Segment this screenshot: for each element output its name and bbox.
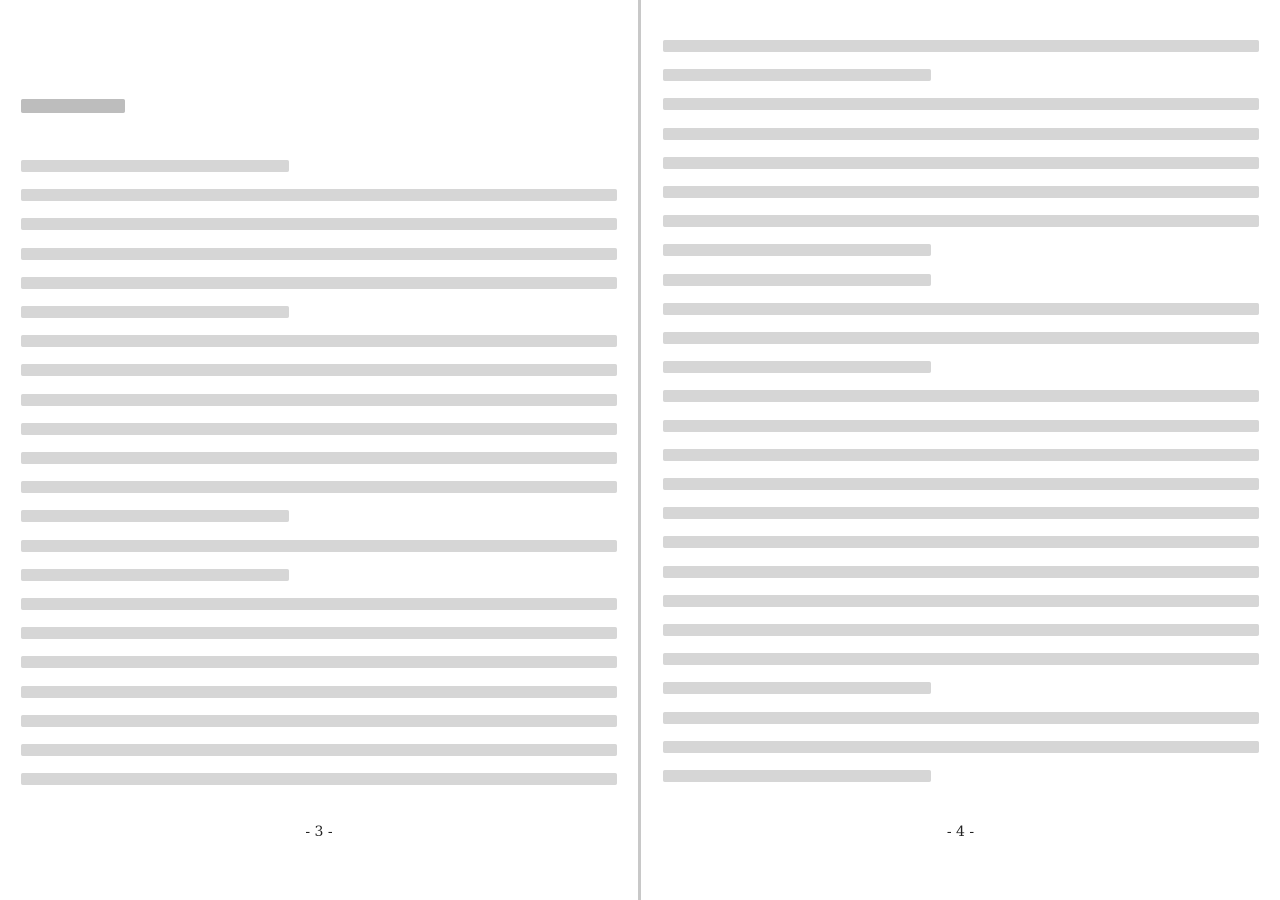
text-line-placeholder [21,481,617,493]
text-line-placeholder [663,566,1259,578]
text-line-placeholder [21,423,617,435]
text-line-placeholder [663,536,1259,548]
page-right [641,0,1280,900]
text-line-placeholder [663,274,931,286]
page-number: - 4 - [946,824,975,840]
text-line-placeholder [21,744,617,756]
text-line-placeholder [663,98,1259,110]
text-line-placeholder [663,449,1259,461]
text-line-placeholder [663,741,1259,753]
text-line-placeholder [663,770,931,782]
text-line-placeholder [21,686,617,698]
text-line-placeholder [21,189,617,201]
text-line-placeholder [21,715,617,727]
text-line-placeholder [663,128,1259,140]
chapter-heading-placeholder [21,99,125,113]
text-line-placeholder [663,40,1259,52]
text-line-placeholder [663,478,1259,490]
text-line-placeholder [663,215,1259,227]
text-line-placeholder [663,244,931,256]
text-line-placeholder [663,332,1259,344]
text-line-placeholder [663,624,1259,636]
text-line-placeholder [21,394,617,406]
text-line-placeholder [21,160,289,172]
text-line-placeholder [21,569,289,581]
page-number: - 3 - [305,824,333,840]
text-line-placeholder [21,277,617,289]
text-line-placeholder [663,69,931,81]
text-line-placeholder [663,303,1259,315]
text-line-placeholder [21,598,617,610]
text-line-placeholder [21,452,617,464]
text-line-placeholder [663,682,931,694]
text-line-placeholder [21,335,617,347]
text-line-placeholder [21,306,289,318]
text-line-placeholder [21,540,617,552]
text-line-placeholder [663,595,1259,607]
text-line-placeholder [663,420,1259,432]
text-line-placeholder [663,712,1259,724]
text-line-placeholder [21,627,617,639]
text-line-placeholder [21,773,617,785]
text-line-placeholder [663,390,1259,402]
text-line-placeholder [663,361,931,373]
text-line-placeholder [663,186,1259,198]
text-line-placeholder [663,507,1259,519]
text-line-placeholder [663,157,1259,169]
page-left [0,0,638,900]
text-line-placeholder [21,510,289,522]
text-line-placeholder [21,364,617,376]
text-line-placeholder [21,656,617,668]
text-line-placeholder [21,248,617,260]
text-line-placeholder [663,653,1259,665]
text-line-placeholder [21,218,617,230]
